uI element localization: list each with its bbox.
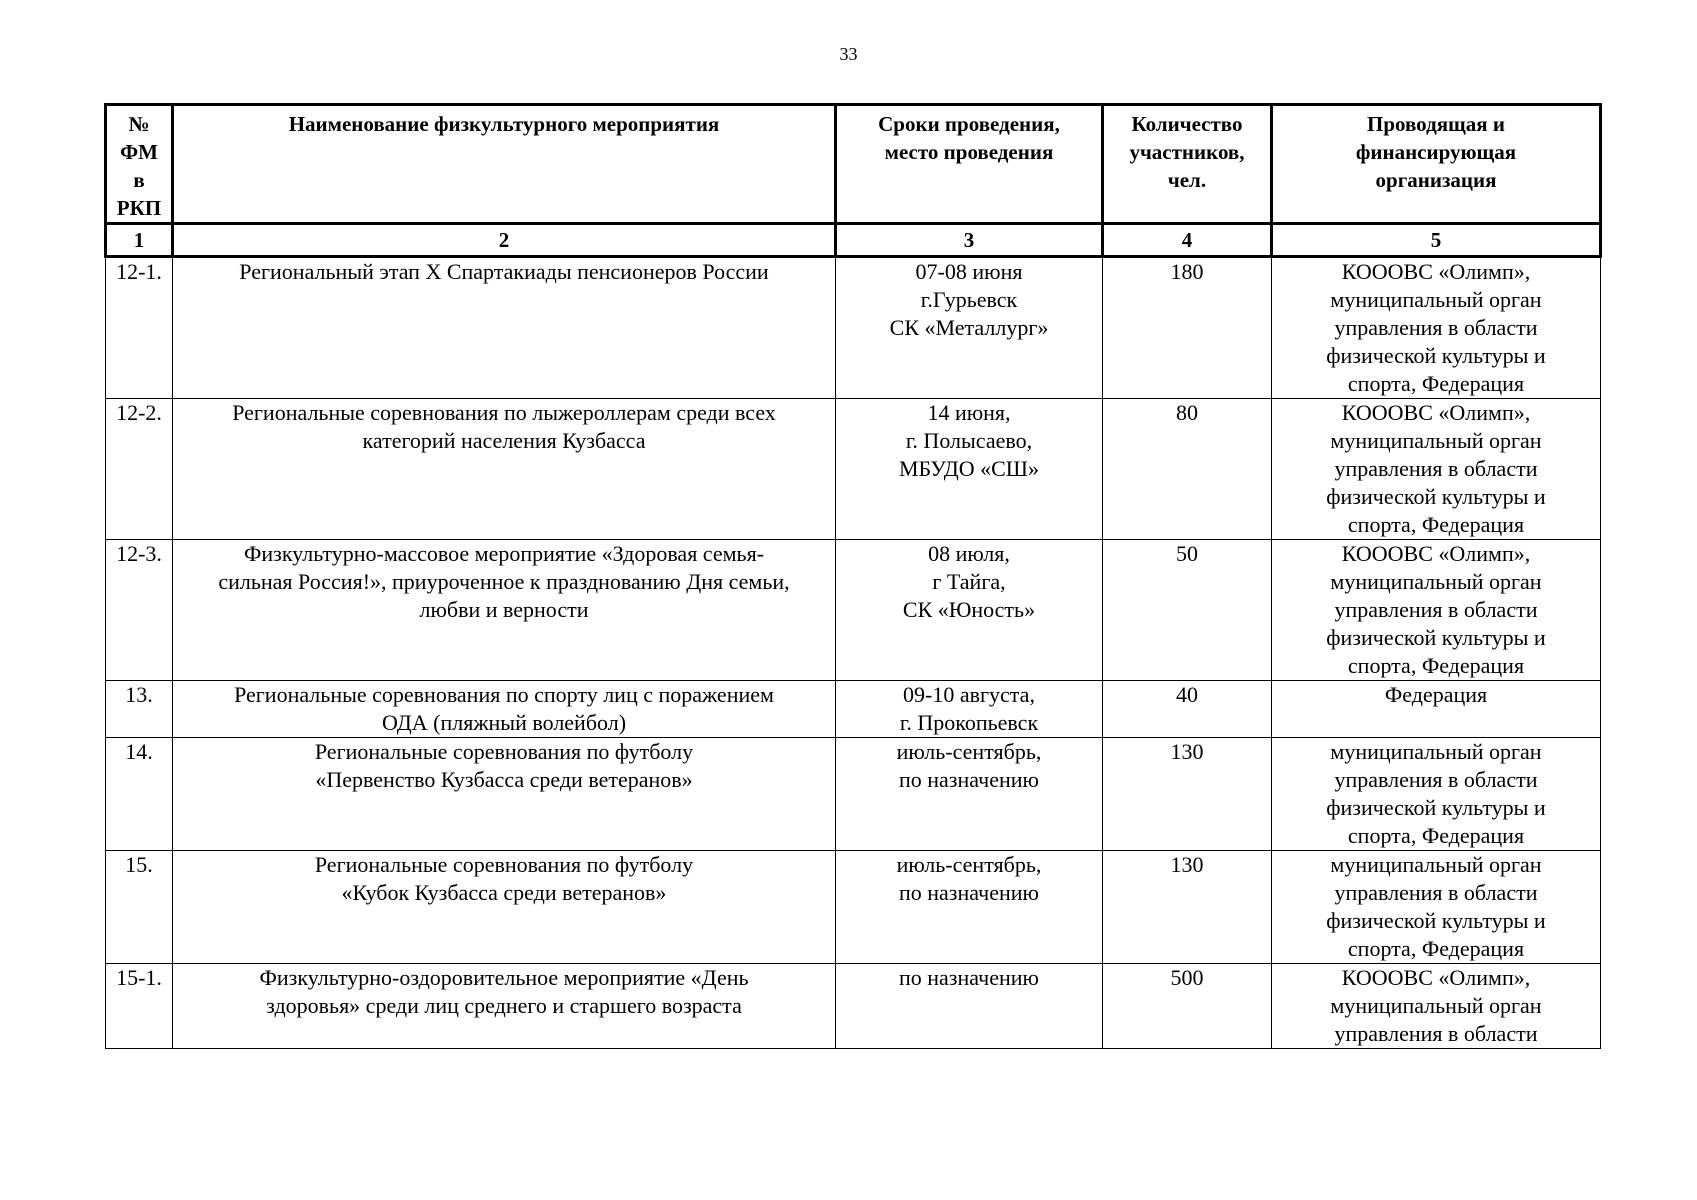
cell-text-line: КОООВС «Олимп», xyxy=(1341,541,1531,566)
cell-text-line: спорта, Федерация xyxy=(1347,823,1525,848)
participants-count: 500 xyxy=(1103,964,1272,1049)
table-row xyxy=(106,399,1601,540)
cell-text-line: управления в области xyxy=(1334,597,1538,622)
cell-text-line: Количество xyxy=(1131,112,1243,136)
event-name xyxy=(173,851,836,964)
dates-place xyxy=(836,681,1103,738)
cell-text-line: СК «Юность» xyxy=(902,597,1036,622)
participants-count: 40 xyxy=(1103,681,1272,738)
cell-text-line: 14 июня, xyxy=(927,400,1011,425)
cell-text-line: муниципальный орган xyxy=(1330,569,1542,594)
cell-text-line: любви и верности xyxy=(419,597,589,622)
header-dates-place xyxy=(836,105,1103,224)
cell-text-line: муниципальный орган xyxy=(1330,993,1542,1018)
cell-text-line: № xyxy=(128,112,150,136)
header-row xyxy=(106,105,1601,224)
cell-text-line: ФМ xyxy=(120,140,158,164)
event-name xyxy=(173,399,836,540)
event-name xyxy=(173,964,836,1049)
organizer xyxy=(1272,738,1601,851)
header-event-name xyxy=(173,105,836,224)
cell-text-line: физической культуры и xyxy=(1326,484,1546,509)
cell-text-line: Региональные соревнования по лыжероллерам среди всех xyxy=(232,400,776,425)
cell-text-line: РКП xyxy=(116,196,162,220)
cell-text-line: июль-сентябрь, xyxy=(896,852,1042,877)
organizer xyxy=(1272,257,1601,399)
table-row xyxy=(106,738,1601,851)
cell-text-line: Региональный этап X Спартакиады пенсионеров России xyxy=(239,259,769,284)
cell-text-line: физической культуры и xyxy=(1326,795,1546,820)
dates-place xyxy=(836,399,1103,540)
column-number: 3 xyxy=(836,224,1103,257)
cell-text-line: по назначению xyxy=(899,880,1039,905)
cell-text-line: СК «Металлург» xyxy=(889,315,1049,340)
cell-text-line: 09-10 августа, xyxy=(903,682,1035,707)
participants-count: 130 xyxy=(1103,738,1272,851)
table-row xyxy=(106,540,1601,681)
cell-text-line: управления в области xyxy=(1334,456,1538,481)
cell-text-line: управления в области xyxy=(1334,1021,1538,1046)
header-organizer xyxy=(1272,105,1601,224)
cell-text-line: КОООВС «Олимп», xyxy=(1341,965,1531,990)
cell-text-line: физической культуры и xyxy=(1326,625,1546,650)
cell-text-line: г. Полысаево, xyxy=(905,428,1033,453)
cell-text-line: управления в области xyxy=(1334,880,1538,905)
cell-text-line: г.Гурьевск xyxy=(920,287,1018,312)
header-number xyxy=(106,105,173,224)
dates-place xyxy=(836,540,1103,681)
dates-place xyxy=(836,964,1103,1049)
cell-text-line: 08 июля, xyxy=(928,541,1010,566)
participants-count: 80 xyxy=(1103,399,1272,540)
cell-text-line: Наименование физкультурного мероприятия xyxy=(288,112,720,136)
cell-text-line: категорий населения Кузбасса xyxy=(362,428,646,453)
cell-text-line: Физкультурно-массовое мероприятие «Здоровая семья- xyxy=(243,541,765,566)
cell-text-line: Физкультурно-оздоровительное мероприятие «День xyxy=(259,965,749,990)
cell-text-line: Региональные соревнования по спорту лиц с поражением xyxy=(234,682,774,707)
cell-text-line: физической культуры и xyxy=(1326,908,1546,933)
cell-text-line: по назначению xyxy=(899,767,1039,792)
cell-text-line: Проводящая и xyxy=(1366,112,1505,136)
organizer xyxy=(1272,540,1601,681)
cell-text-line: организация xyxy=(1375,168,1497,192)
row-number: 12-2. xyxy=(106,399,173,540)
cell-text-line: муниципальный орган xyxy=(1330,428,1542,453)
event-name xyxy=(173,540,836,681)
table-row xyxy=(106,681,1601,738)
cell-text-line: КОООВС «Олимп», xyxy=(1341,400,1531,425)
cell-text-line: управления в области xyxy=(1334,315,1538,340)
cell-text-line: Региональные соревнования по футболу xyxy=(314,739,694,764)
cell-text-line: физической культуры и xyxy=(1326,343,1546,368)
column-number: 2 xyxy=(173,224,836,257)
dates-place xyxy=(836,851,1103,964)
cell-text-line: МБУДО «СШ» xyxy=(898,456,1040,481)
cell-text-line: спорта, Федерация xyxy=(1347,936,1525,961)
event-name xyxy=(173,681,836,738)
row-number: 13. xyxy=(106,681,173,738)
participants-count: 50 xyxy=(1103,540,1272,681)
cell-text-line: спорта, Федерация xyxy=(1347,371,1525,396)
cell-text-line: муниципальный орган xyxy=(1330,287,1542,312)
cell-text-line: чел. xyxy=(1167,168,1207,192)
page-number: 33 xyxy=(839,44,858,64)
cell-text-line: по назначению xyxy=(899,965,1039,990)
cell-text-line: г. Прокопьевск xyxy=(899,710,1039,735)
participants-count: 130 xyxy=(1103,851,1272,964)
organizer xyxy=(1272,851,1601,964)
organizer xyxy=(1272,964,1601,1049)
cell-text-line: участников, xyxy=(1129,140,1245,164)
participants-count: 180 xyxy=(1103,257,1272,399)
cell-text-line: здоровья» среди лиц среднего и старшего возраста xyxy=(266,993,742,1018)
column-number: 5 xyxy=(1272,224,1601,257)
cell-text-line: муниципальный орган xyxy=(1330,852,1542,877)
cell-text-line: Региональные соревнования по футболу xyxy=(314,852,694,877)
row-number: 15. xyxy=(106,851,173,964)
cell-text-line: июль-сентябрь, xyxy=(896,739,1042,764)
cell-text-line: Сроки проведения, xyxy=(878,112,1060,136)
dates-place xyxy=(836,257,1103,399)
cell-text-line: 07-08 июня xyxy=(915,259,1023,284)
row-number: 12-1. xyxy=(106,257,173,399)
cell-text-line: КОООВС «Олимп», xyxy=(1341,259,1531,284)
dates-place xyxy=(836,738,1103,851)
cell-text-line: спорта, Федерация xyxy=(1347,512,1525,537)
table-row xyxy=(106,257,1601,399)
event-name xyxy=(173,257,836,399)
row-number: 15-1. xyxy=(106,964,173,1049)
column-number-row xyxy=(106,224,1601,257)
cell-text-line: «Первенство Кузбасса среди ветеранов» xyxy=(315,767,693,792)
cell-text-line: финансирующая xyxy=(1355,140,1517,164)
column-number: 1 xyxy=(106,224,173,257)
column-number: 4 xyxy=(1103,224,1272,257)
cell-text-line: Федерация xyxy=(1384,682,1488,707)
organizer xyxy=(1272,399,1601,540)
table-row xyxy=(106,964,1601,1049)
row-number: 12-3. xyxy=(106,540,173,681)
table-row xyxy=(106,851,1601,964)
cell-text-line: сильная Россия!», приуроченное к празднованию Дня семьи, xyxy=(218,569,790,594)
organizer xyxy=(1272,681,1601,738)
cell-text-line: в xyxy=(133,168,145,192)
header-participants xyxy=(1103,105,1272,224)
cell-text-line: место проведения xyxy=(884,140,1054,164)
cell-text-line: г Тайга, xyxy=(932,569,1006,594)
cell-text-line: ОДА (пляжный волейбол) xyxy=(381,710,627,735)
row-number: 14. xyxy=(106,738,173,851)
cell-text-line: управления в области xyxy=(1334,767,1538,792)
cell-text-line: «Кубок Кузбасса среди ветеранов» xyxy=(341,880,667,905)
cell-text-line: муниципальный орган xyxy=(1330,739,1542,764)
cell-text-line: спорта, Федерация xyxy=(1347,653,1525,678)
events-table xyxy=(104,103,1602,1049)
event-name xyxy=(173,738,836,851)
